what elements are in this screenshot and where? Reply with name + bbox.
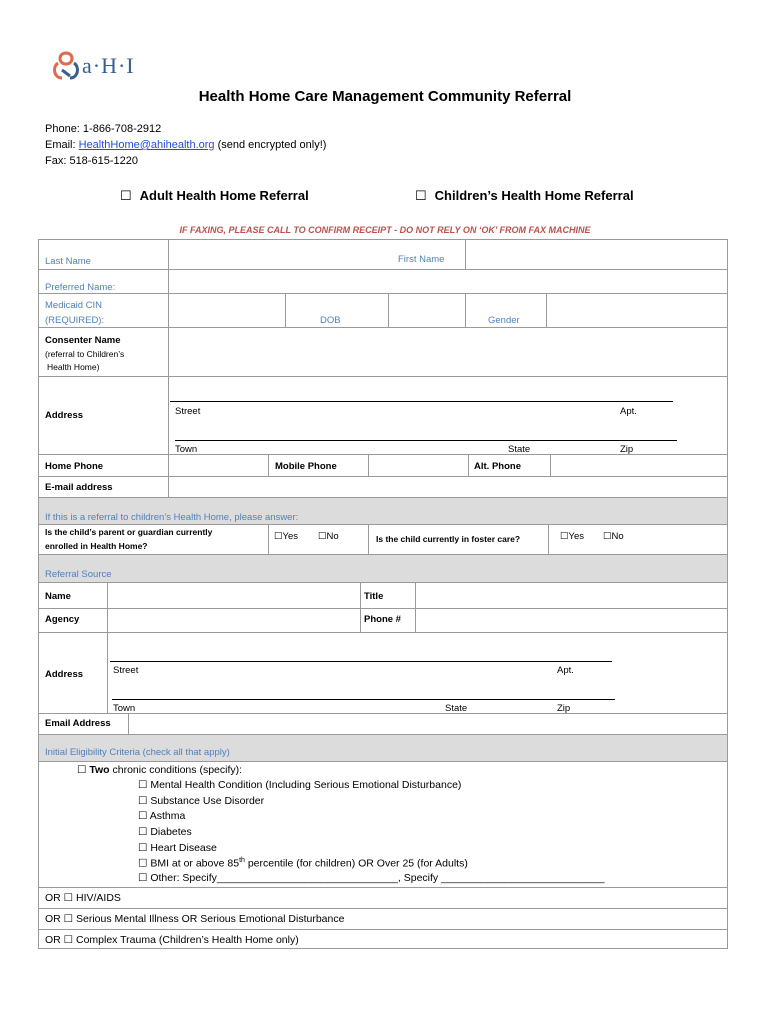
eligibility-header <box>45 747 230 758</box>
parent-enrolled-question-2: enrolled in Health Home? <box>45 541 148 551</box>
source-zip-label: Zip <box>557 703 571 714</box>
or-serious-mental-illness[interactable]: OR ☐ Serious Mental Illness OR Serious Emotional Disturbance <box>45 913 345 925</box>
referral-source-band <box>38 554 728 582</box>
page-title: Health Home Care Management Community Referral <box>198 88 572 105</box>
bmi-sup: th <box>239 857 245 864</box>
apt-label: Apt. <box>620 406 637 417</box>
source-title-label: Title <box>364 591 384 602</box>
two-chronic-text: chronic conditions (specify): <box>109 764 243 776</box>
consenter-name-label: Consenter Name <box>45 335 121 346</box>
foster-care-no[interactable]: ☐No <box>603 531 624 542</box>
state-label: State <box>508 444 531 455</box>
address-label: Address <box>45 410 84 421</box>
source-email-label: Email Address <box>45 718 111 729</box>
medicaid-cin-label: Medicaid CIN <box>45 300 103 311</box>
adult-referral-option[interactable] <box>120 188 309 204</box>
street-label: Street <box>175 406 201 417</box>
condition-substance-use[interactable]: ☐ Substance Use Disorder <box>138 795 265 807</box>
email-note: (send encrypted only!) <box>214 139 327 151</box>
referral-source-header: Referral Source <box>45 569 112 580</box>
gender-label: Gender <box>488 315 520 326</box>
condition-asthma[interactable]: ☐ Asthma <box>138 810 186 822</box>
bmi-text-a: ☐ BMI at or above 85 <box>138 857 240 870</box>
ahi-logo-icon <box>52 50 80 82</box>
town-label: Town <box>175 444 198 455</box>
contact-fax: Fax: 518-615-1220 <box>45 155 138 167</box>
foster-care-question: Is the child currently in foster care? <box>376 534 521 544</box>
source-agency-label: Agency <box>45 614 80 625</box>
dob-label: DOB <box>320 315 341 326</box>
condition-heart-disease[interactable]: ☐ Heart Disease <box>138 842 217 854</box>
condition-diabetes[interactable]: ☐ Diabetes <box>138 826 192 838</box>
street-line[interactable] <box>170 401 673 402</box>
foster-care-yes[interactable]: ☐Yes <box>560 531 585 542</box>
condition-other[interactable]: ☐ Other: Specify_______________________________, Specify ____________________________ <box>138 872 605 884</box>
children-referral-option[interactable] <box>415 188 634 204</box>
last-name-label: Last Name <box>45 256 91 267</box>
two-chronic-bold: Two <box>89 764 110 776</box>
two-chronic-conditions-option[interactable] <box>77 764 242 776</box>
first-name-label: First Name <box>398 254 445 265</box>
parent-enrolled-yes[interactable]: ☐Yes <box>274 531 299 542</box>
source-town-label: Town <box>113 703 136 714</box>
ahi-logo <box>52 50 152 82</box>
contact-phone: Phone: 1-866-708-2912 <box>45 123 162 135</box>
source-address-label: Address <box>45 669 84 680</box>
source-street-line[interactable] <box>110 661 612 662</box>
email-label: Email: <box>45 139 79 151</box>
home-phone-label: Home Phone <box>45 461 104 472</box>
two-chronic-checkbox[interactable]: ☐ <box>77 764 90 776</box>
source-state-label: State <box>445 703 468 714</box>
condition-mental-health[interactable]: ☐ Mental Health Condition (Including Serious Emotional Disturbance) <box>138 779 462 791</box>
source-name-label: Name <box>45 591 71 602</box>
mobile-phone-label: Mobile Phone <box>275 461 337 472</box>
email-address-label: E-mail address <box>45 482 113 493</box>
email-link[interactable]: HealthHome@ahihealth.org <box>78 139 215 151</box>
children-checkbox[interactable]: ☐ <box>415 188 427 203</box>
children-section-header: If this is a referral to children’s Health Home, please answer: <box>45 512 299 523</box>
children-referral-label: Children’s Health Home Referral <box>434 188 634 203</box>
logo-text: a·H·I <box>82 53 135 78</box>
adult-checkbox[interactable]: ☐ <box>120 188 132 203</box>
eligibility-header-note: (check all that apply) <box>140 747 230 758</box>
alt-phone-label: Alt. Phone <box>474 461 521 472</box>
consenter-note-1: (referral to Children’s <box>45 349 125 359</box>
fax-warning: IF FAXING, PLEASE CALL TO CONFIRM RECEIPT - DO NOT RELY ON ‘OK’ FROM FAX MACHINE <box>179 225 591 235</box>
contact-email <box>45 139 326 151</box>
source-street-label: Street <box>113 665 139 676</box>
or-hiv-aids[interactable]: OR ☐ HIV/AIDS <box>45 892 121 904</box>
condition-bmi[interactable] <box>138 857 468 870</box>
zip-label: Zip <box>620 444 634 455</box>
or-complex-trauma[interactable]: OR ☐ Complex Trauma (Children’s Health Home only) <box>45 934 299 946</box>
source-apt-label: Apt. <box>557 665 574 676</box>
parent-enrolled-question-1: Is the child’s parent or guardian currently <box>45 527 213 537</box>
town-line[interactable] <box>175 440 677 441</box>
bmi-text-b: percentile (for children) OR Over 25 (for Adults) <box>244 857 468 870</box>
parent-enrolled-no[interactable]: ☐No <box>318 531 339 542</box>
consenter-note-2: Health Home) <box>47 362 100 372</box>
eligibility-header-title: Initial Eligibility Criteria <box>45 747 141 758</box>
preferred-name-label: Preferred Name: <box>45 282 116 293</box>
source-town-line[interactable] <box>112 699 615 700</box>
adult-referral-label: Adult Health Home Referral <box>139 188 309 203</box>
source-phone-label: Phone # <box>364 614 401 625</box>
medicaid-required-label: (REQUIRED): <box>45 315 105 326</box>
